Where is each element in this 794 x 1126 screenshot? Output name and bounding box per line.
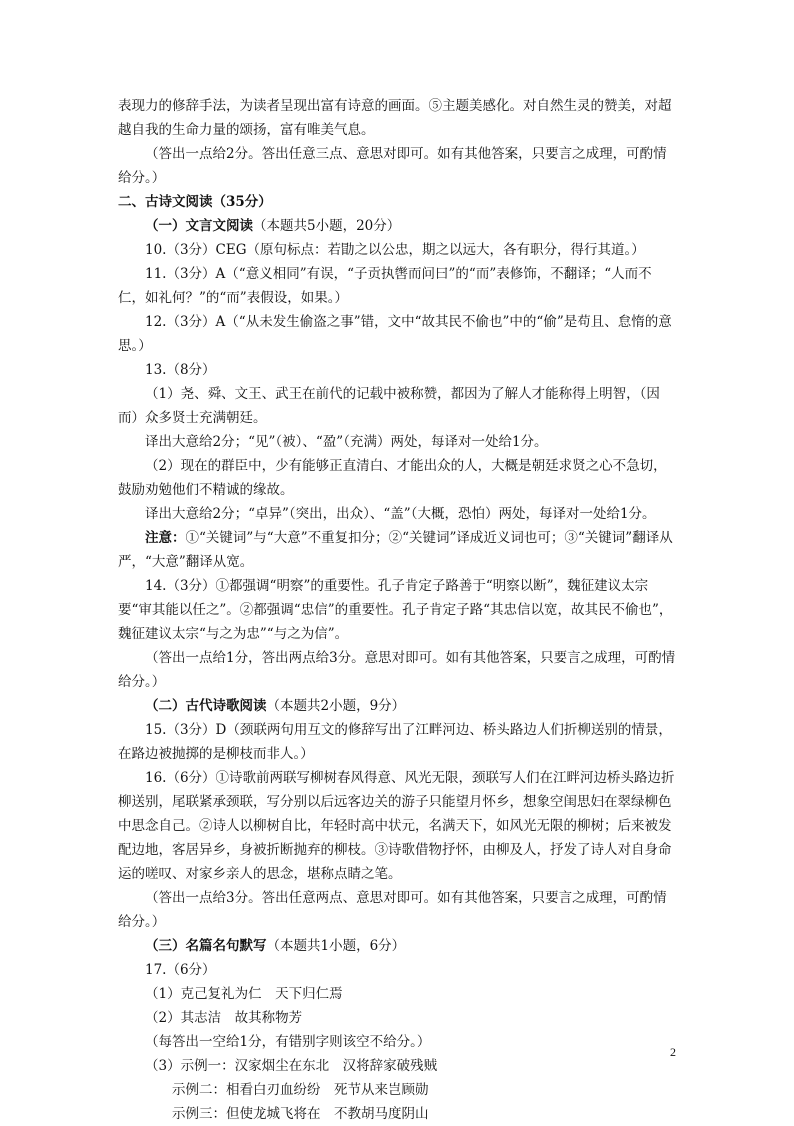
subsection-note: （本题共2小题，9分） bbox=[266, 698, 406, 714]
page-number: 2 bbox=[670, 1045, 676, 1059]
answer-17-scoring: （每答出一空给1分，有错别字则该空不给分。） bbox=[145, 1034, 431, 1050]
answer-17-2: （2）其志洁 故其称物芳 bbox=[145, 1010, 303, 1026]
subsection-heading bbox=[118, 214, 676, 238]
answer-14-scoring: （答出一点给1分，答出两点给3分。意思对即可。如有其他答案，只要言之成理，可酌情给分。） bbox=[118, 650, 676, 690]
answer-16-scoring: （答出一点给3分。答出任意两点、意思对即可。如有其他答案，只要言之成理，可酌情给分。） bbox=[118, 890, 667, 930]
note-label: 注意： bbox=[145, 530, 186, 546]
answer-17-1: （1）克己复礼为仁 天下归仁焉 bbox=[145, 986, 343, 1002]
subsection-title: （三）名篇名句默写 bbox=[145, 938, 267, 954]
answer-17-3-example-2: 示例二：相看白刃血纷纷 死节从来岂顾勋 bbox=[172, 1082, 429, 1098]
answer-13: 13.（8分） bbox=[145, 362, 216, 378]
text-line: 表现力的修辞手法，为读者呈现出富有诗意的画面。⑤主题美感化。对自然生灵的赞美，对超越自我的生命力量的颂扬，富有唯美气息。 bbox=[118, 98, 672, 138]
answer-11: 11.（3分）A（“意义相同”有误，“子贡执辔而问曰”的“而”表修饰，不翻译；“人而不仁，如礼何？”的“而”表假设，如果。） bbox=[118, 266, 652, 306]
subsection-note: （本题共5小题，20分） bbox=[253, 218, 401, 234]
answer-13-1-scoring: 译出大意给2分；“见”（被）、“盈”（充满）两处，每译对一处给1分。 bbox=[145, 434, 548, 450]
answer-10: 10.（3分）CEG（原句标点：若勖之以公忠，期之以远大，各有职分，得行其道。） bbox=[145, 242, 645, 258]
subsection-title: （二）古代诗歌阅读 bbox=[145, 698, 267, 714]
answer-13-2-scoring: 译出大意给2分；“卓异”（突出，出众）、“盖”（大概，恐怕）两处，每译对一处给1分。 bbox=[145, 506, 656, 522]
subsection-heading bbox=[118, 694, 676, 718]
note-paragraph bbox=[118, 526, 676, 574]
note-text: ①“关键词”与“大意”不重复扣分；②“关键词”译成近义词也可；③“关键词”翻译从严，“大意”翻译从宽。 bbox=[118, 530, 673, 570]
answer-12: 12.（3分）A（“从未发生偷盗之事”错，文中“故其民不偷也”中的“偷”是苟且、怠惰的意思。） bbox=[118, 314, 672, 354]
section-heading: 二、古诗文阅读（35分） bbox=[118, 194, 272, 210]
scoring-note: （答出一点给2分。答出任意三点、意思对即可。如有其他答案，只要言之成理，可酌情给分。） bbox=[118, 146, 667, 186]
subsection-heading bbox=[118, 934, 676, 958]
answer-17: 17.（6分） bbox=[145, 962, 216, 978]
answer-17-3-example-3: 示例三：但使龙城飞将在 不教胡马度阴山 bbox=[172, 1106, 429, 1122]
subsection-title: （一）文言文阅读 bbox=[145, 218, 253, 234]
answer-15: 15.（3分）D（颈联两句用互文的修辞写出了江畔河边、桥头路边人们折柳送别的情景，在路边被抛掷的是柳枝而非人。） bbox=[118, 722, 672, 762]
answer-14: 14.（3分）①都强调“明察”的重要性。孔子肯定子路善于“明察以断”，魏征建议太宗要“审其能以任之”。②都强调“忠信”的重要性。孔子肯定子路“其忠信以宽，故其民不偷也”，魏征建议太宗“与之为忠”“与之为信”。 bbox=[118, 578, 673, 642]
answer-16: 16.（6分）①诗歌前两联写柳树春风得意、风光无限，颈联写人们在江畔河边桥头路边折柳送别，尾联紧承颈联，写分别以后远客边关的游子只能望月怀乡，想象空闺思妇在翠绿柳色中思念自己。②诗人以柳树自比，年轻时高中状元，名满天下，如风光无限的柳树；后来被发配边地，客居异乡，身被折断抛弃的柳枝。③诗歌借物抒怀，由柳及人，抒发了诗人对自身命运的嗟叹、对家乡亲人的思念，堪称点睛之笔。 bbox=[118, 770, 675, 882]
subsection-note: （本题共1小题，6分） bbox=[266, 938, 406, 954]
answer-13-2: （2）现在的群臣中，少有能够正直清白、才能出众的人，大概是朝廷求贤之心不急切，鼓励劝勉他们不精诚的缘故。 bbox=[118, 458, 667, 498]
answer-17-3: （3）示例一：汉家烟尘在东北 汉将辞家破残贼 bbox=[145, 1058, 438, 1074]
answer-13-1: （1）尧、舜、文王、武王在前代的记载中被称赞，都因为了解人才能称得上明智，（因而）众多贤士充满朝廷。 bbox=[118, 386, 660, 426]
